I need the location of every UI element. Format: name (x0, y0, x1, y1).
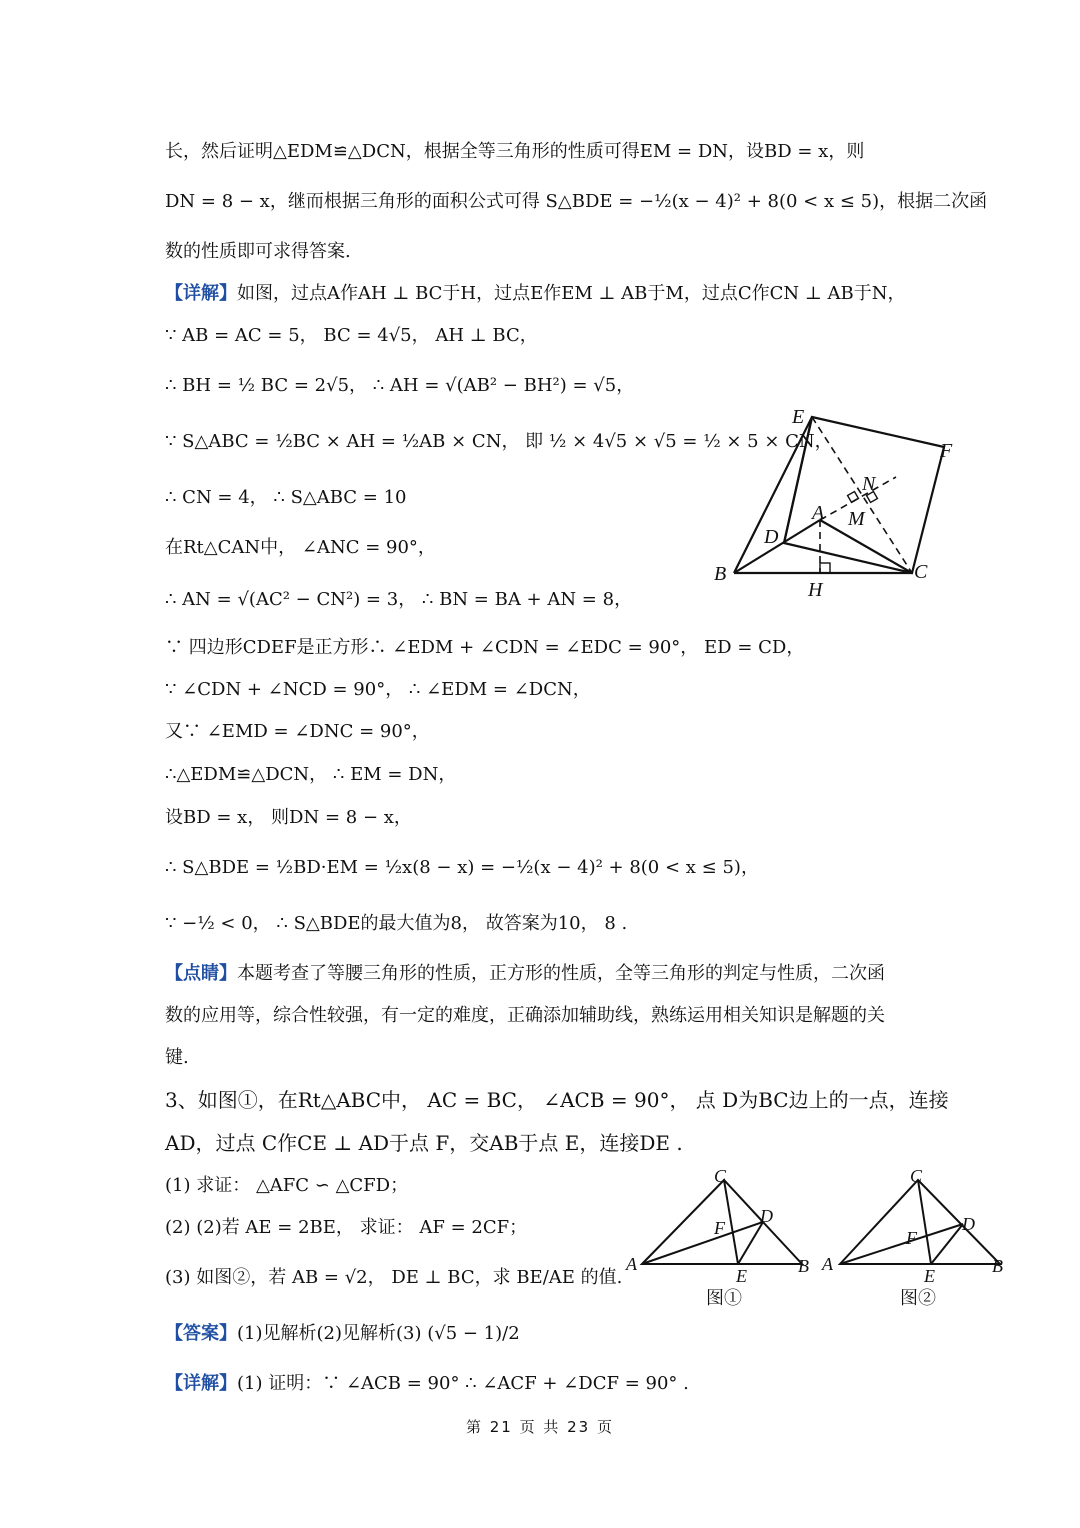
label-a: A (822, 1254, 833, 1274)
label-b: B (714, 563, 727, 585)
text-line: 在Rt△CAN中， ∠ANC = 90°， (165, 537, 436, 558)
text-line: ∵ S△ABC = ½BC × AH = ½AB × CN， 即 ½ × 4√5 × √5 = ½ × 5 × CN， (165, 431, 833, 452)
segment-ad (642, 1222, 763, 1264)
text-line: ∴ AN = √(AC² − CN²) = 3， ∴ BN = BA + AN = 8， (165, 589, 633, 610)
text-line: 键. (165, 1047, 189, 1068)
label-f: F (940, 440, 953, 462)
label-b: B (992, 1256, 1003, 1276)
text-span: (1) 证明：∵ ∠ACB = 90° ∴ ∠ACF + ∠DCF = 90° . (237, 1373, 689, 1394)
text-line: ∵ −½ < 0， ∴ S△BDE的最大值为8， 故答案为10， 8 . (165, 913, 628, 934)
text-line: ∴ BH = ½ BC = 2√5， ∴ AH = √(AB² − BH²) = √5， (165, 375, 635, 396)
label-d: D (962, 1214, 975, 1234)
text-line (165, 282, 905, 306)
segment-de (738, 1222, 763, 1264)
question-line: (1) 求证： △AFC ∽ △CFD； (165, 1175, 409, 1196)
section-tag: 【详解】 (165, 283, 237, 304)
label-c: C (910, 1166, 923, 1186)
page-footer: 第 21 页 共 23 页 (465, 1418, 614, 1436)
text-line (165, 962, 885, 986)
label-b: B (798, 1256, 809, 1276)
section-tag: 【点睛】 (165, 963, 237, 984)
label-e: E (924, 1266, 935, 1286)
question-line: (2) (2)若 AE = 2BE， 求证： AF = 2CF； (165, 1217, 528, 1238)
label-e: E (792, 406, 805, 428)
right-angle-h (820, 563, 830, 573)
segment-de (784, 417, 812, 543)
label-n: N (862, 473, 876, 495)
detail-line (165, 1372, 689, 1396)
text-line: 数的性质即可求得答案. (165, 241, 351, 262)
label-a: A (812, 502, 825, 524)
figure-caption: 图② (900, 1288, 936, 1308)
text-line: ∴△EDM≌△DCN， ∴ EM = DN， (165, 764, 457, 785)
figure-caption: 图① (706, 1288, 742, 1308)
question-line: 3、如图①，在Rt△ABC中， AC = BC， ∠ACB = 90°， 点 D为BC边上的一点，连接 (165, 1088, 949, 1112)
section-tag: 【答案】 (165, 1323, 237, 1344)
label-h: H (808, 579, 823, 601)
geometry-figure-square (700, 395, 970, 605)
text-line: ∵ ∠CDN + ∠NCD = 90°， ∴ ∠EDM = ∠DCN， (165, 679, 591, 700)
label-e: E (736, 1266, 747, 1286)
label-a: A (626, 1254, 637, 1274)
text-span: 本题考查了等腰三角形的性质，正方形的性质，全等三角形的判定与性质，二次函 (237, 963, 885, 984)
text-line: ∴ S△BDE = ½BD·EM = ½x(8 − x) = −½(x − 4)² + 8(0 < x ≤ 5)， (165, 857, 759, 878)
text-line: ∵ AB = AC = 5， BC = 4√5， AH ⊥ BC， (165, 325, 538, 346)
label-d: D (764, 526, 779, 548)
text-span: 如图，过点A作AH ⊥ BC于H，过点E作EM ⊥ AB于M，过点C作CN ⊥ AB于N， (237, 283, 906, 304)
label-f: F (714, 1218, 725, 1238)
label-d: D (760, 1206, 773, 1226)
label-f: F (906, 1228, 917, 1248)
label-c: C (914, 561, 928, 583)
text-line: ∵ 四边形CDEF是正方形∴ ∠EDM + ∠CDN = ∠EDC = 90°， ED = CD， (165, 637, 805, 658)
right-angle-m (848, 492, 859, 503)
segment-ac (820, 520, 912, 573)
geometry-figure-1 (620, 1162, 820, 1312)
label-c: C (714, 1166, 727, 1186)
question-line: (3) 如图②，若 AB = √2， DE ⊥ BC，求 BE/AE 的值. (165, 1267, 623, 1288)
text-line: 数的应用等，综合性较强，有一定的难度，正确添加辅助线，熟练运用相关知识是解题的关 (165, 1005, 885, 1026)
text-span: (1)见解析(2)见解析(3) (√5 − 1)/2 (237, 1323, 520, 1344)
section-tag: 【详解】 (165, 1373, 237, 1394)
diagonal-ec (812, 417, 912, 573)
text-line: DN = 8 − x，继而根据三角形的面积公式可得 S△BDE = −½(x − 4)² + 8(0 < x ≤ 5)，根据二次函 (165, 191, 988, 212)
text-line: ∴ CN = 4， ∴ S△ABC = 10 (165, 487, 407, 508)
answer-line (165, 1322, 520, 1346)
geometry-figure-2 (818, 1162, 1038, 1312)
text-line: 设BD = x， 则DN = 8 − x， (165, 807, 412, 828)
text-line: 又∵ ∠EMD = ∠DNC = 90°， (165, 721, 430, 742)
question-line: AD，过点 C作CE ⊥ AD于点 F，交AB于点 E，连接DE . (165, 1131, 683, 1155)
label-m: M (848, 508, 865, 530)
text-line: 长，然后证明△EDM≌△DCN，根据全等三角形的性质可得EM = DN，设BD = x，则 (165, 141, 865, 162)
